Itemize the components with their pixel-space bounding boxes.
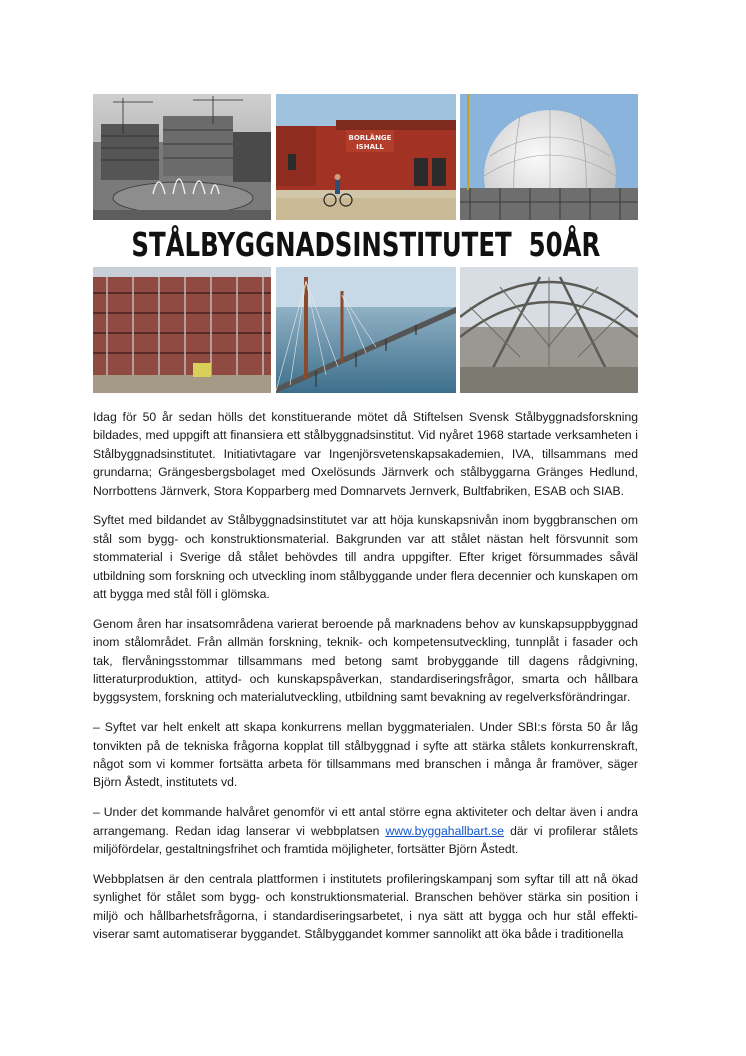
paragraph-5-start: – Under det kommande halvåret genomför vi ett antal större egna aktiviteter och deltar även i andra arrangemang. Redan idag lanserar vi webbplatsen	[93, 805, 638, 838]
ishall-sign-line2: ISHALL	[356, 143, 384, 151]
paragraph-2: Syftet med bildandet av Stålbyggnadsinstitutet var att höja kunskapsnivån inom byggbranschen om stål som bygg- och konstruktionsmaterial. Bakgrunden var att stålet nästan helt försvunnit som stommaterial i Sverige då stålet behövdes till andra uppgifter. Efter kriget försummades såväl utbildning som forskning och utveckling inom stålbyggande under flera decennier och kunskapen om att bygga med stål föll i glömska.	[93, 513, 638, 602]
oresund-bridge-photo	[276, 267, 456, 393]
ishall-sign-line1: BORLÄNGE	[348, 134, 392, 142]
website-link[interactable]: www.byggahallbart.se	[385, 823, 505, 838]
borlange-ishall-photo	[276, 94, 456, 220]
steel-frame-building-photo	[93, 267, 271, 393]
paragraph-1: Idag för 50 år sedan hölls det konstituerande mötet då Stiftelsen Svensk Stålbyggnadsforskning bildades, med uppgift att finansiera ett stålbyggnadsinstitut. Vid nyåret 1968 startade verksamheten i Stålbyggnadsinstitutet. Initiativtagare var Ingenjörsvetenskapsakademien, IVA, tillsammans med grundarna; Grängesbergsbolaget med Oxelösunds Järnverk och stålbyggarna Gränges Hedlund, Norrbottens Järnverk, Stora Kopparberg med Domnarvets Jernverk, Bultfabriken, ESAB och SIAB.	[93, 410, 638, 498]
page-title: STÅLBYGGNADSINSTITUTET 50ÅR	[131, 224, 601, 264]
globe-arena-photo	[460, 94, 638, 220]
historical-construction-photo	[93, 94, 271, 220]
paragraph-3: Genom åren har insatsområdena varierat beroende på marknadens behov av kunskapsuppbyggnad inom stålområdet. Från allmän forskning, teknik- och kompetensutveckling, tunnplåt i fasader och tak, flervåningsstommar tillsammans med betong samt brobyggande till dagens rådgivning, litteraturproduktion, attityd- och kunskapspåverkan, standardiseringsfrågor, smarta och hållbara byggsystem, forskning och materialutveckling, utbildning samt bevakning av regelverksförändringar.	[93, 616, 638, 705]
paragraph-5	[93, 803, 638, 858]
steel-roof-structure-photo	[460, 267, 638, 393]
banner-title	[93, 222, 638, 266]
paragraph-5-end: där vi profilerar stålets miljöfördelar, gestaltningsfrihet och framtida möjligheter, fortsätter Björn Åstedt.	[93, 823, 638, 857]
article-body	[93, 408, 638, 955]
paragraph-4: – Syftet var helt enkelt att skapa konkurrens mellan byggmaterialen. Under SBI:s första 50 år låg tonvikten på de tekniska frågorna kopplat till stålbyggnad i syfte att stärka stålets konkurrenskraft, något som vi kommer fortsätta arbeta för tillsammans med branschen i många år framöver, säger Björn Åstedt, institutets vd.	[93, 720, 638, 790]
paragraph-6: Webbplatsen är den centrala plattformen i institutets profileringskampanj som syftar till att nå ökad synlighet för stålet som bygg- och konstruktionsmaterial. Branschen behöver stärka sin position i miljö och hållbarhetsfrågorna, i standardiseringsarbetet, i nya sätt att bygga och hur stål effekti-viserar samt automatiserar byggandet. Stålbyggandet kommer sannolikt att öka både i traditionella	[93, 871, 638, 942]
